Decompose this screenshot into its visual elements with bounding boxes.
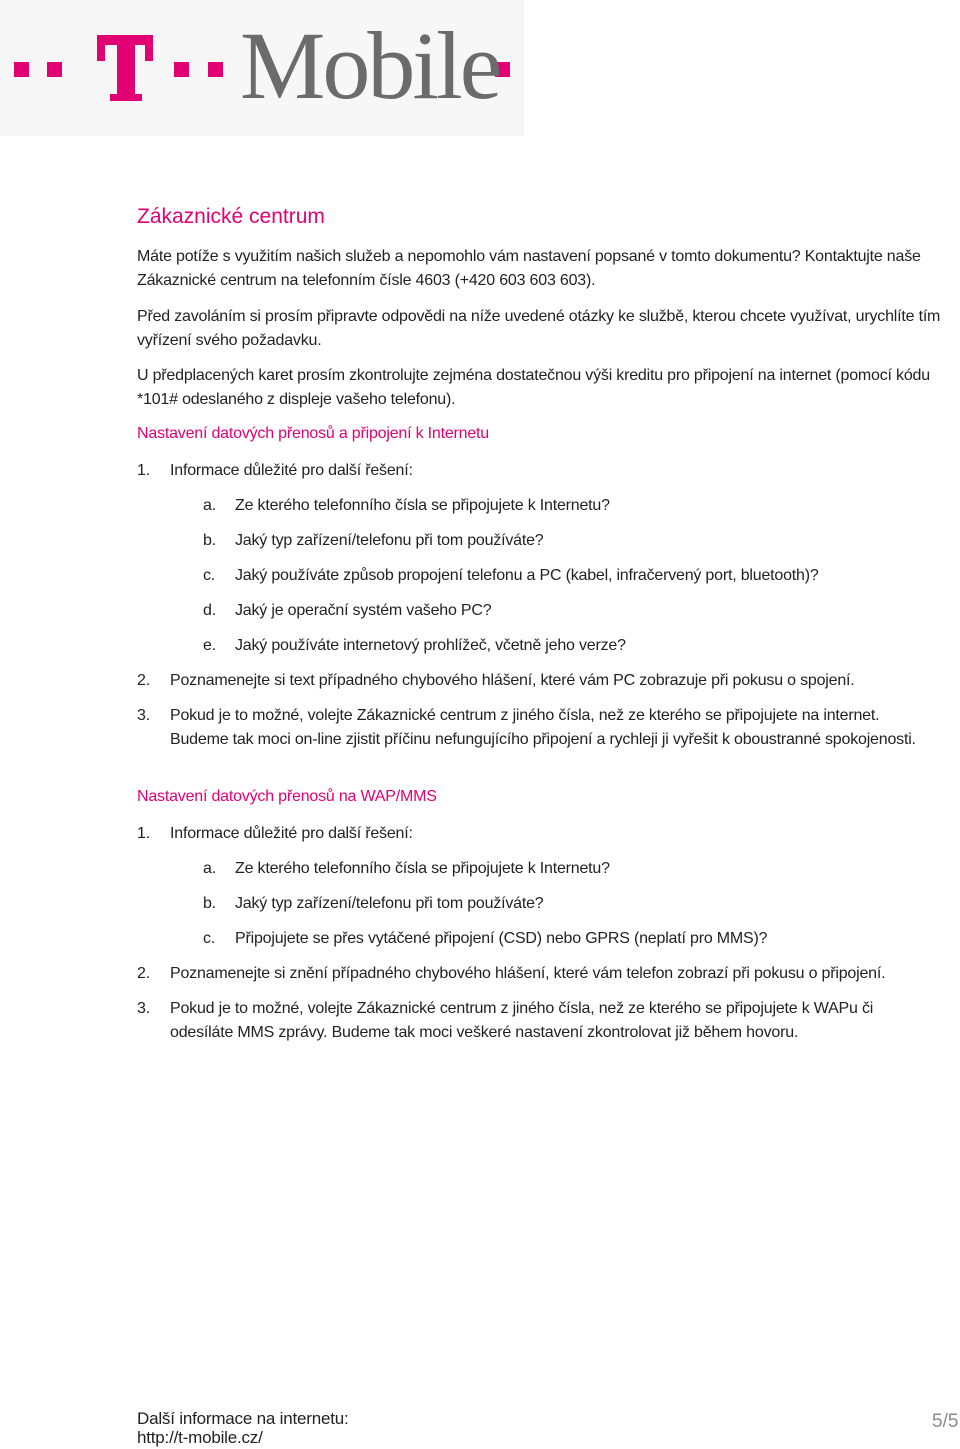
item-text: Informace důležité pro další řešení:: [170, 462, 413, 479]
item-text: Připojujete se přes vytáčené připojení (CSD) nebo GPRS (neplatí pro MMS)?: [235, 930, 768, 947]
intro-paragraph: Máte potíže s využitím našich služeb a nepomohlo vám nastavení popsané v tomto dokumentu? Kontaktujte naše Zákaznické centrum na telefonním čísle 4603 (+420 603 603 603).: [137, 248, 921, 289]
item-text: Pokud je to možné, volejte Zákaznické centrum z jiného čísla, než ze kterého se připojujete k WAPu či odesíláte MMS zprávy. Budeme tak moci veškeré nastavení zkontrolovat již během hovoru.: [170, 1000, 874, 1041]
item-number: a.: [203, 497, 216, 514]
footer-label: Další informace na internetu:: [137, 1409, 349, 1428]
item-text: Informace důležité pro další řešení:: [170, 825, 413, 842]
item-number: b.: [203, 532, 216, 549]
item-number: 2.: [137, 965, 150, 982]
preparation-paragraph: Před zavoláním si prosím připravte odpovědi na níže uvedené otázky ke službě, kterou chcete využívat, urychlíte tím vyřízení svého požadavku.: [137, 308, 941, 349]
item-number: 3.: [137, 1000, 150, 1017]
item-text: Pokud je to možné, volejte Zákaznické centrum z jiného čísla, než ze kterého se připojujete na internet. Budeme tak moci on-line zjistit příčinu nefungujícího připojení a rychleji ji vyřešit k oboustranné spokojenosti.: [170, 707, 916, 748]
item-number: e.: [203, 637, 216, 654]
item-number: d.: [203, 602, 216, 619]
item-number: 1.: [137, 825, 150, 842]
item-text: Jaký je operační systém vašeho PC?: [235, 602, 492, 619]
prepaid-paragraph: U předplacených karet prosím zkontrolujte zejména dostatečnou výši kreditu pro připojení na internet (pomocí kódu *101# odeslaného z displeje vašeho telefonu).: [137, 367, 930, 408]
item-text: Poznamenejte si text případného chybového hlášení, které vám PC zobrazuje při pokusu o spojení.: [170, 672, 855, 689]
wap-heading: Nastavení datových přenosů na WAP/MMS: [137, 788, 437, 805]
item-text: Poznamenejte si znění případného chybového hlášení, které vám telefon zobrazí při pokusu o připojení.: [170, 965, 886, 982]
logo-wordmark: Mobile: [240, 12, 500, 119]
footer-link[interactable]: http://t-mobile.cz/: [137, 1428, 263, 1447]
section-title: Zákaznické centrum: [137, 205, 325, 228]
internet-heading: Nastavení datových přenosů a připojení k Internetu: [137, 425, 490, 442]
t-mobile-logo: [0, 0, 524, 136]
item-number: 3.: [137, 707, 150, 724]
item-text: Jaký typ zařízení/telefonu při tom používáte?: [235, 895, 544, 912]
item-number: a.: [203, 860, 216, 877]
item-number: c.: [203, 567, 216, 584]
item-text: Jaký používáte způsob propojení telefonu a PC (kabel, infračervený port, bluetooth)?: [235, 567, 819, 584]
item-text: Jaký typ zařízení/telefonu při tom používáte?: [235, 532, 544, 549]
item-number: 1.: [137, 462, 150, 479]
item-text: Jaký používáte internetový prohlížeč, včetně jeho verze?: [235, 637, 626, 654]
item-text: Ze kterého telefonního čísla se připojujete k Internetu?: [235, 497, 610, 514]
page-number: 5/5: [932, 1411, 959, 1432]
item-number: 2.: [137, 672, 150, 689]
item-number: c.: [203, 930, 216, 947]
item-number: b.: [203, 895, 216, 912]
item-text: Ze kterého telefonního čísla se připojujete k Internetu?: [235, 860, 610, 877]
